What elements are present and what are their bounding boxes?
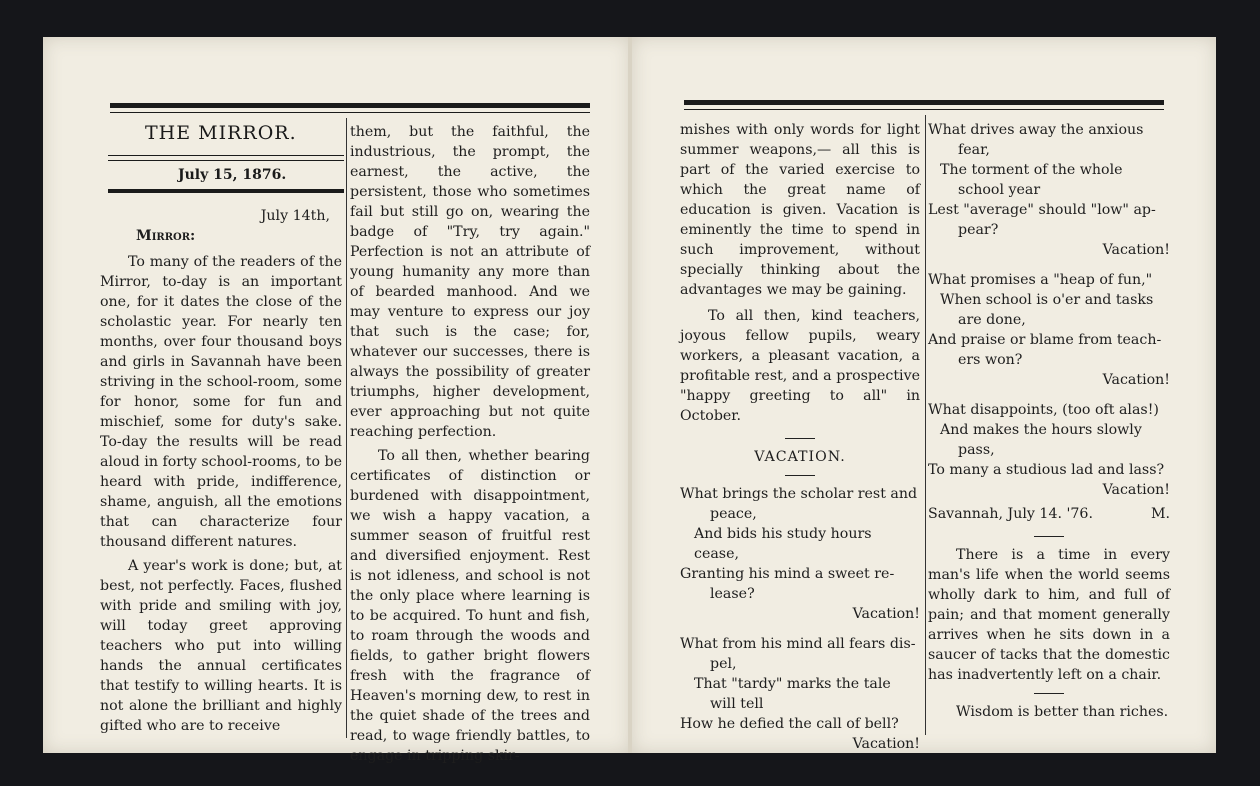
poem-refrain: Vacation! <box>852 606 920 622</box>
letter-paragraph-3: them, but the faithful, the industrious, the prompt, the earnest, the active, the persistent, those who sometimes fail but still go on, wearing the badge of "Try, try again." Perfection is not an attribute of young humanity any more than of bearded manhood. And we may venture to express our joy that such is the case; for, whatever our successes, there is always the possibility of greater triumphs, higher development, ever approaching but not quite reaching perfection. <box>350 124 590 440</box>
masthead-date: July 15, 1876. <box>178 167 287 183</box>
separator-1 <box>785 438 815 439</box>
poem-line: And praise or blame from teach- <box>928 332 1162 348</box>
poem-refrain: Vacation! <box>852 736 920 752</box>
poem-signoff <box>928 504 1170 524</box>
poem-line: pass, <box>958 442 995 458</box>
header-rule-left <box>110 103 590 108</box>
poem-line: are done, <box>958 312 1026 328</box>
letter-paragraph-6: To all then, kind teachers, joyous fellow pupils, weary workers, a pleasant vacation, a profitable rest, and a prospective "happy greeting to all" in October. <box>680 308 920 424</box>
signoff-place: Savannah, July 14. '76. <box>928 506 1093 522</box>
poem-stanza-4 <box>928 270 1170 390</box>
column-3 <box>680 120 920 754</box>
separator-2 <box>785 475 815 476</box>
poem-refrain: Vacation! <box>1102 242 1170 258</box>
poem-line: pear? <box>958 222 999 238</box>
poem-refrain: Vacation! <box>1102 372 1170 388</box>
header-rule-right <box>684 100 1164 105</box>
header-thin-rule-right <box>684 109 1164 110</box>
poem-line: Lest "average" should "low" ap- <box>928 202 1156 218</box>
separator-4 <box>1034 693 1064 694</box>
letter-salutation: Mirror: <box>136 228 196 244</box>
poem-line: What brings the scholar rest and <box>680 486 918 502</box>
masthead-title: THE MIRROR. <box>145 122 297 144</box>
poem-stanza-1 <box>680 484 920 624</box>
column-divider-3 <box>925 115 926 735</box>
poem-line: What promises a "heap of fun," <box>928 272 1153 288</box>
poem-line: pel, <box>710 656 737 672</box>
poem-line: And bids his study hours cease, <box>694 526 872 562</box>
signoff-initial: M. <box>1150 506 1170 522</box>
separator-3 <box>1034 536 1064 537</box>
poem-line: When school is o'er and tasks <box>940 292 1154 308</box>
column-divider-1 <box>346 118 347 738</box>
poem-line: peace, <box>710 506 757 522</box>
poem-line: Granting his mind a sweet re- <box>680 566 895 582</box>
poem-stanza-2 <box>680 634 920 754</box>
letter-paragraph-5: mishes with only words for light summer weapons,— all this is part of the varied exercise to which the great name of education is given. Vacation is eminently the time to spend in such improvement, without specially thinking about the advantages we may be gaining. <box>680 122 920 298</box>
poem-stanza-5 <box>928 400 1170 500</box>
column-2 <box>350 122 590 766</box>
poem-line: fear, <box>958 142 990 158</box>
header-thin-rule-left <box>110 112 590 113</box>
poem-line: school year <box>958 182 1041 198</box>
poem-line: What drives away the anxious <box>928 122 1144 138</box>
poem-line: And makes the hours slowly <box>940 422 1142 438</box>
poem-line: That "tardy" marks the tale <box>694 676 891 692</box>
letter-paragraph-2: A year's work is done; but, at best, not perfectly. Faces, flushed with pride and smiling with joy, will today greet approving teachers who put into willing hands the annual certificates that testify to willing hearts. It is not alone the brilliant and highly gifted who are to receive <box>100 558 342 734</box>
poem-line: ers won? <box>958 352 1023 368</box>
letter-dateline: July 14th, <box>260 208 330 224</box>
poem-line: lease? <box>710 586 755 602</box>
poem-line: What disappoints, (too oft alas!) <box>928 402 1159 418</box>
letter-paragraph-4: To all then, whether bearing certificates of distinction or burdened with disappointment, we wish a happy vacation, a summer season of fruitful rest and diversified enjoyment. Rest is not idleness, and school is not the only place where learning is to be acquired. To hunt and fish, to roam through the woods and fields, to gather bright flowers fresh with the fragrance of Heaven's morning dew, to rest in the quiet shade of the trees and read, to wage friendly battles, to engage in tripping skir- <box>350 448 590 764</box>
letter-paragraph-1: To many of the readers of the Mirror, to-day is an important one, for it dates the close of the scholastic year. For nearly ten months, over four thousand boys and girls in Savannah have been striving in the school-room, some for honor, some for fun and mischief, some for duty's sake. To-day the results will be read aloud in forty school-rooms, to be heard with pride, indifference, shame, anguish, all the emotions that can characterize four thousand different natures. <box>100 254 342 550</box>
poem-stanza-3 <box>928 120 1170 260</box>
misc-item-2: Wisdom is better than riches. <box>956 704 1169 720</box>
poem-line: How he defied the call of bell? <box>680 716 899 732</box>
poem-line: The torment of the whole <box>940 162 1123 178</box>
poem-line: will tell <box>710 696 764 712</box>
column-1 <box>100 206 342 736</box>
masthead-rule-3 <box>108 189 344 193</box>
poem-line: To many a studious lad and lass? <box>928 462 1165 478</box>
poem-line: What from his mind all fears dis- <box>680 636 916 652</box>
masthead-rule-1 <box>108 155 344 156</box>
masthead-rule-2 <box>108 160 344 161</box>
misc-item-1: There is a time in every man's life when the world seems wholly dark to him, and full of pain; and that moment generally arrives when he sits down in a saucer of tacks that the domestic has inadvertently left on a chair. <box>928 547 1170 683</box>
poem-heading: VACATION. <box>754 449 846 465</box>
poem-refrain: Vacation! <box>1102 482 1170 498</box>
column-4 <box>928 120 1170 722</box>
